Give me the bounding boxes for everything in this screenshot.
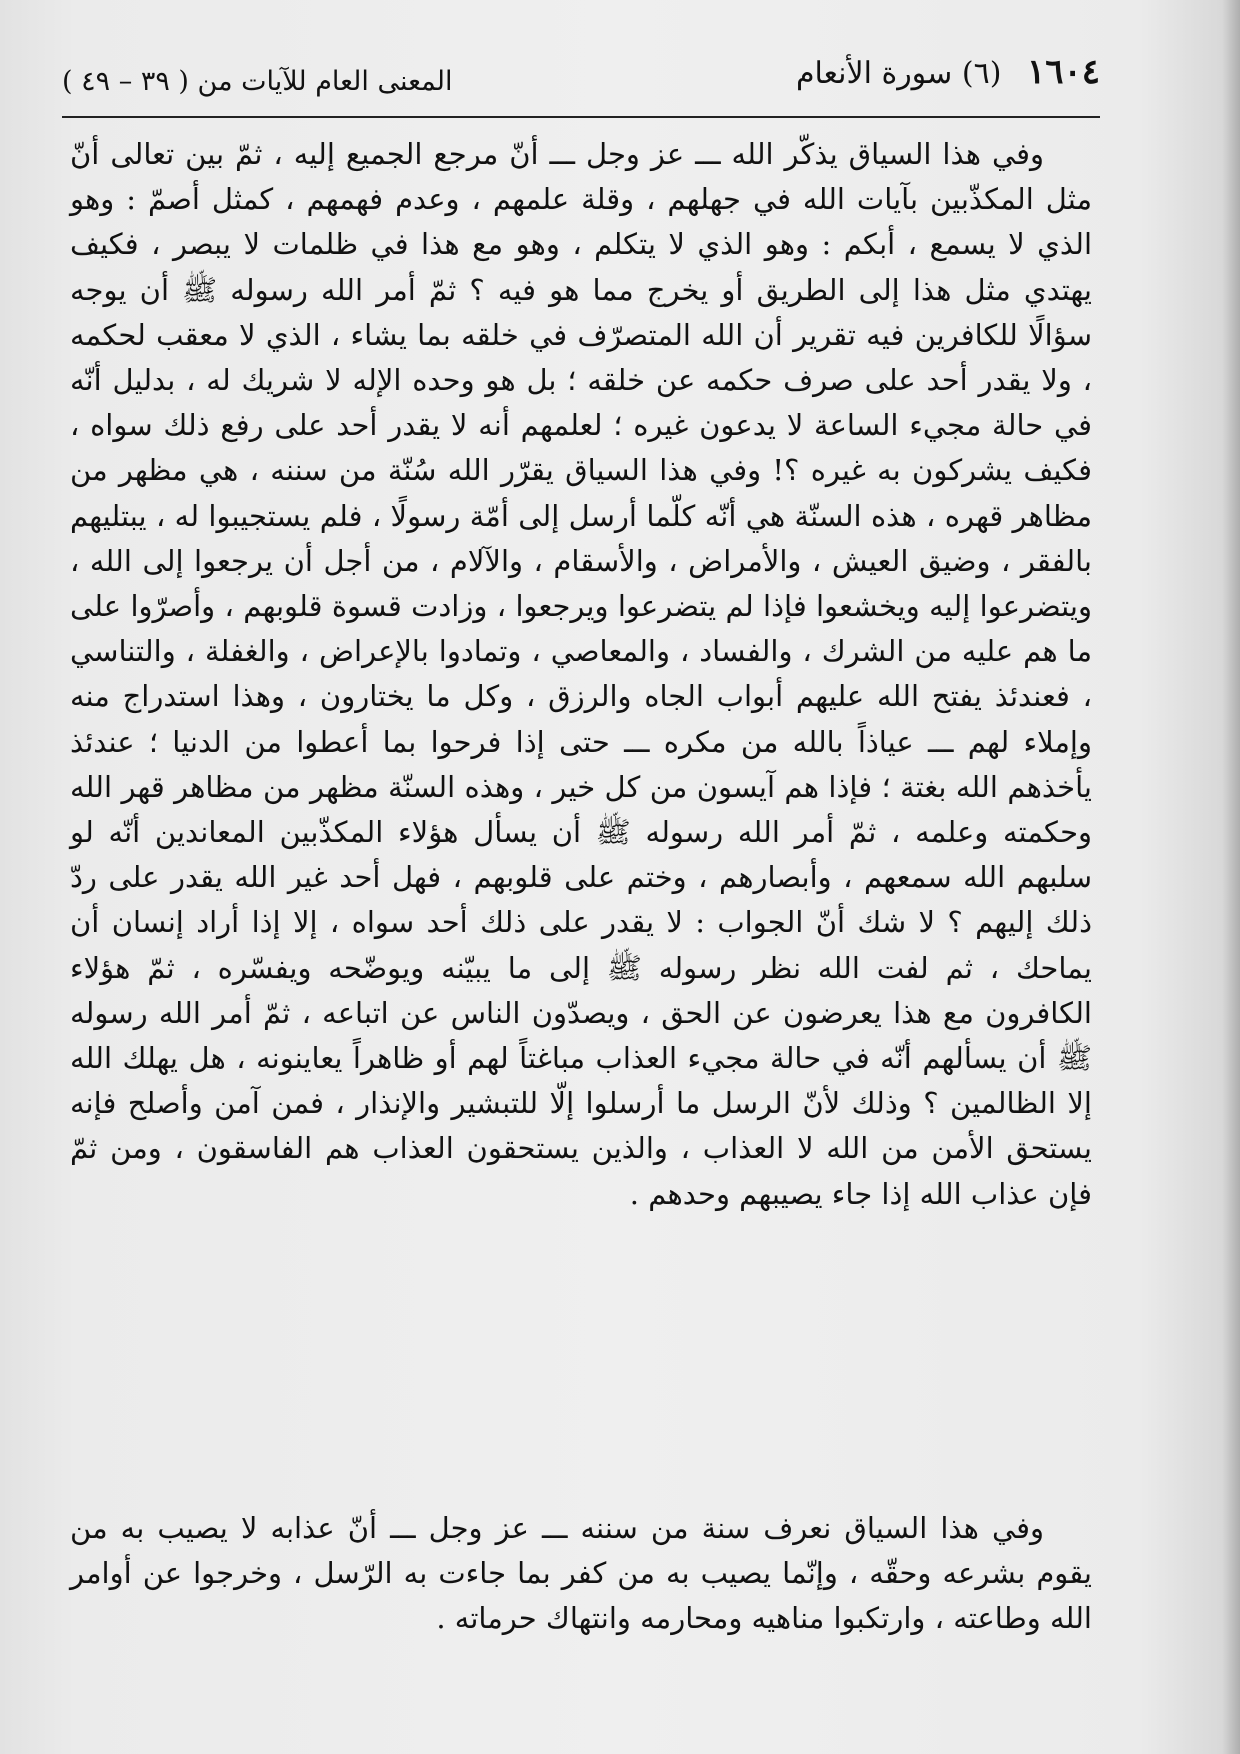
paragraph-1: وفي هذا السياق يذكّر الله ـــ عز وجل ـــ أنّ مرجع الجميع إليه ، ثمّ بين تعالى أنّ مثل المكذّبين بآيات الله في جهلهم ، وقلة علمهم ، وعدم فهمهم ، كمثل أصمّ : وهو الذي لا يسمع ، أبكم : وهو الذي لا يتكلم ، وهو مع هذا في ظلمات لا يبصر ، فكيف يهتدي مثل هذا إلى الطريق أو يخرج مما هو فيه ؟ ثمّ أمر الله رسوله ﷺ أن يوجه سؤالًا للكافرين فيه تقرير أن الله المتصرّف في خلقه بما يشاء ، الذي لا معقب لحكمه ، ولا يقدر أحد على صرف حكمه عن خلقه ؛ بل هو وحده الإله لا شريك له ، بدليل أنّه في حالة مجيء الساعة لا يدعون غيره ؛ لعلمهم أنه لا يقدر أحد على رفع ذلك سواه ، فكيف يشركون به غيره ؟! وفي هذا السياق يقرّر الله سُنّة من سننه ، هي مظهر من مظاهر قهره ، هذه السنّة هي أنّه كلّما أرسل إلى أمّة رسولًا ، فلم يستجيبوا له ، يبتليهم بالفقر ، وضيق العيش ، والأمراض ، والأسقام ، والآلام ، من أجل أن يرجعوا إلى الله ، ويتضرعوا إليه ويخشعوا فإذا لم يتضرعوا ويرجعوا ، وزادت قسوة قلوبهم ، وأصرّوا على ما هم عليه من الشرك ، والفساد ، والمعاصي ، وتمادوا بالإعراض ، والغفلة ، والتناسي ، فعندئذ يفتح الله عليهم أبواب الجاه والرزق ، وكل ما يختارون ، وهذا استدراج منه وإملاء لهم ـــ عياذاً بالله من مكره ـــ حتى إذا فرحوا بما أعطوا من الدنيا ؛ عندئذ يأخذهم الله بغتة ؛ فإذا هم آيسون من كل خير ، وهذه السنّة مظهر من مظاهر قهر الله وحكمته وعلمه ، ثمّ أمر الله رسوله ﷺ أن يسأل هؤلاء المكذّبين المعاندين أنّه لو سلبهم الله سمعهم ، وأبصارهم ، وختم على قلوبهم ، فهل أحد غير الله يقدر على ردّ ذلك إليهم ؟ لا شك أنّ الجواب : لا يقدر على ذلك أحد سواه ، إلا إذا أراد إنسان أن يماحك ، ثم لفت الله نظر رسوله ﷺ إلى ما يبيّنه ويوضّحه ويفسّره ، ثمّ هؤلاء الكافرون مع هذا يعرضون عن الحق ، ويصدّون الناس عن اتباعه ، ثمّ أمر الله رسوله ﷺ أن يسألهم أنّه في حالة مجيء العذاب مباغتاً لهم أو ظاهراً يعاينونه ، هل يهلك الله إلا الظالمين ؟ وذلك لأنّ الرسل ما أرسلوا إلّا للتبشير والإنذار ، فمن آمن وأصلح فإنه يستحق الأمن من الله لا العذاب ، والذين يستحقون العذاب هم الفاسقون ، ومن ثمّ فإن عذاب الله إذا جاء يصيبهم وحدهم . (70, 137, 1092, 1211)
paragraph-2: وفي هذا السياق نعرف سنة من سننه ـــ عز وجل ـــ أنّ عذابه لا يصيب به من يقوم بشرعه وحقّه ، وإنّما يصيب به من كفر بما جاءت به الرّسل ، وخرجوا عن أوامر الله وطاعته ، وارتكبوا مناهيه ومحارمه وانتهاك حرماته . (70, 1511, 1092, 1636)
page-header (62, 52, 1100, 112)
surah-title: (٦) سورة الأنعام (795, 56, 1002, 91)
second-paragraph-block (70, 1506, 1092, 1642)
page-number: ١٦٠٤ (1026, 52, 1100, 92)
header-rule (62, 116, 1100, 118)
page-spine-shadow (1222, 0, 1240, 1754)
header-right-group (796, 52, 1100, 92)
section-title: المعنى العام للآيات من ( ٣٩ – ٤٩ ) (62, 66, 453, 97)
main-paragraph-block (70, 132, 1092, 1217)
